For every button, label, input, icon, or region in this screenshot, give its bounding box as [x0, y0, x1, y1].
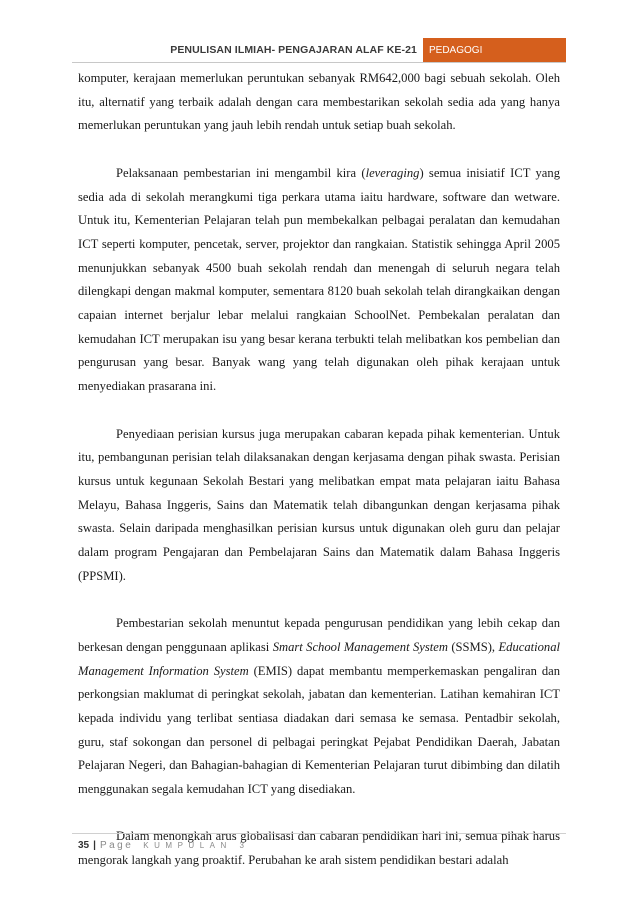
- paragraph-4-text-c: (EMIS) dapat membantu memperkemaskan pengaliran dan perkongsian maklumat di peringkat sekolah, jabatan dan kementerian. Latihan kemahiran ICT kepada individu yang terlibat sentiasa diadakan dari semasa ke semasa. Pentadbir sekolah, guru, staf sokongan dan personel di pelbagai peringkat Pejabat Pendidikan Daerah, Jabatan Pelajaran Negeri, dan Bahagian-bahagian di Kementerian Pelajaran turut dibimbing dan dilatih menggunakan segala kemudahan ICT yang disediakan.: [78, 663, 560, 797]
- header-title: PENULISAN ILMIAH- PENGAJARAN ALAF KE-21: [170, 44, 417, 56]
- page-number: 35: [78, 840, 90, 851]
- paragraph-5: Dalam menongkah arus globalisasi dan cabaran pendidikan hari ini, semua pihak harus mengorak langkah yang proaktif. Perubahan ke arah sistem pendidikan bestari adalah: [78, 829, 560, 868]
- paragraph-2-text-b: ) semua inisiatif ICT yang sedia ada di sekolah merangkumi tiga perkara utama iaitu hardware, software dan wetware. Untuk itu, Kementerian Pelajaran telah pun membekalkan pelbagai peralatan dan kemudahan ICT seperti komputer, pencetak, server, projektor dan rangkaian. Statistik sehingga April 2005 menunjukkan sebanyak 4500 buah sekolah rendah dan menengah di seluruh negara telah dilengkapi dengan makmal komputer, sementara 8120 buah sekolah telah dirangkaikan dengan capaian internet berjalur lebar melalui rangkaian SchoolNet. Pembekalan peralatan dan kemudahan ICT merupakan isu yang besar kerana terbukti telah melibatkan kos pembelian dan pengurusan yang besar. Banyak wang yang telah digunakan oleh pihak kerajaan untuk menyediakan prasarana ini.: [78, 165, 560, 394]
- document-body: [78, 67, 560, 873]
- term-emis: Educational Management Information System: [78, 639, 561, 678]
- footer-separator: |: [93, 840, 96, 851]
- page-label: Page: [99, 840, 134, 851]
- term-ssms: Smart School Management System: [272, 639, 448, 654]
- term-leveraging: leveraging: [365, 165, 420, 180]
- page-footer: [78, 840, 249, 851]
- page-header: [72, 38, 566, 63]
- paragraph-4-text-b: (SSMS),: [447, 639, 499, 654]
- group-label: KUMPULAN 3: [143, 841, 250, 850]
- paragraph-4: [78, 612, 560, 802]
- footer-divider: [72, 833, 566, 834]
- paragraph-2-text-a: Pelaksanaan pembestarian ini mengambil kira (: [116, 165, 366, 180]
- paragraph-3: Penyediaan perisian kursus juga merupakan cabaran kepada pihak kementerian. Untuk itu, pembangunan perisian telah dilaksanakan dengan kerjasama dengan pihak swasta. Perisian kursus untuk kegunaan Sekolah Bestari yang melibatkan empat mata pelajaran iaitu Bahasa Melayu, Bahasa Inggeris, Sains dan Matematik telah dibangunkan dengan kerjasama pihak swasta. Selain daripada menghasilkan perisian kursus untuk digunakan oleh guru dan pelajar dalam program Pengajaran dan Pembelajaran Sains dan Matematik dalam Bahasa Inggeris (PPSMI).: [78, 426, 560, 583]
- paragraph-4-text-a: Pembestarian sekolah menuntut kepada pengurusan pendidikan yang lebih cekap dan berkesan dengan penggunaan aplikasi: [78, 616, 560, 654]
- paragraph-1: komputer, kerajaan memerlukan peruntukan sebanyak RM642,000 bagi sebuah sekolah. Oleh itu, alternatif yang terbaik adalah dengan cara membestarikan sekolah sedia ada yang hanya memerlukan peruntukan yang jauh lebih rendah untuk setiap buah sekolah.: [78, 71, 560, 133]
- header-section-tag: PEDAGOGI: [423, 38, 566, 62]
- paragraph-2: [78, 162, 560, 399]
